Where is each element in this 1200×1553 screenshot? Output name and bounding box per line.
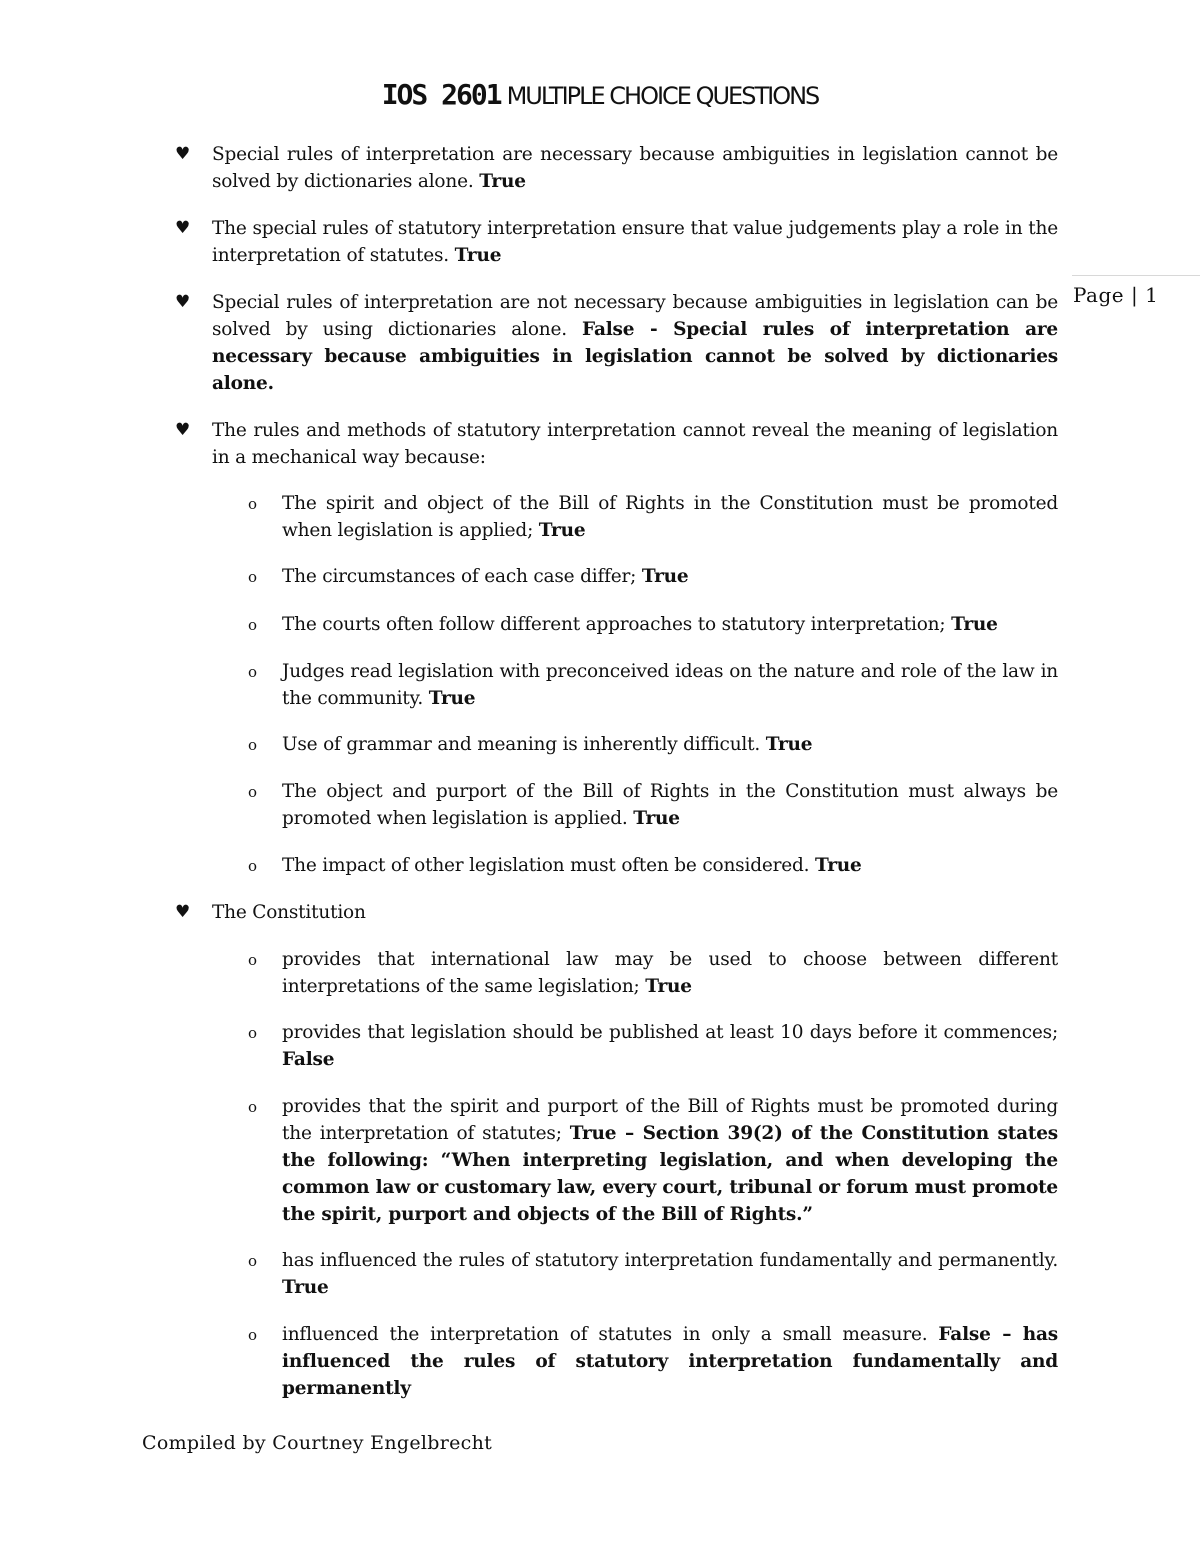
statement: provides that the spirit and purport of the Bill of Rights must be promoted during the interpretation of statutes; <box>282 1096 1058 1144</box>
answer: False <box>282 1049 335 1070</box>
heart-bullet-icon: ♥ <box>175 902 191 922</box>
answer: True <box>645 976 692 997</box>
answer: True – Section 39(2) of the Constitution states the following: “When interpreting legislation, and when developing the common law or customary law, every court, tribunal or forum must promote the spirit, purport and objects of the Bill of Rights.” <box>282 1123 1059 1225</box>
heart-bullet-icon: ♥ <box>175 218 191 238</box>
sub-item <box>175 1247 1058 1301</box>
title-text: MULTIPLE CHOICE QUESTIONS <box>506 82 819 110</box>
footer-credit: Compiled by Courtney Engelbrecht <box>142 1432 493 1454</box>
circle-bullet-icon: o <box>248 495 257 513</box>
course-code: IOS 2601 <box>381 78 501 111</box>
circle-bullet-icon: o <box>248 1098 257 1116</box>
question-item <box>175 289 1058 397</box>
sub-item <box>175 563 1058 590</box>
statement: The circumstances of each case differ; <box>282 566 637 587</box>
statement: The impact of other legislation must often be considered. <box>282 855 810 876</box>
question-item <box>175 141 1058 195</box>
page-number-rule <box>1072 275 1200 276</box>
answer: True <box>428 688 476 709</box>
statement: provides that international law may be used to choose between different interpretations of the same legislation; <box>282 949 1058 997</box>
circle-bullet-icon: o <box>248 857 257 875</box>
circle-bullet-icon: o <box>248 736 257 754</box>
question-list <box>175 141 1058 1402</box>
answer: True <box>814 855 862 876</box>
answer: True <box>765 734 813 755</box>
answer: True <box>538 520 586 541</box>
circle-bullet-icon: o <box>248 568 257 586</box>
statement: The object and purport of the Bill of Rights in the Constitution must always be promoted when legislation is applied. <box>282 781 1058 829</box>
circle-bullet-icon: o <box>248 616 257 634</box>
statement: influenced the interpretation of statutes in only a small measure. <box>282 1324 928 1345</box>
heart-bullet-icon: ♥ <box>175 420 191 440</box>
statement: Special rules of interpretation are not necessary because ambiguities in legislation can be solved by using dictionaries alone. <box>212 292 1058 340</box>
circle-bullet-icon: o <box>248 1326 257 1344</box>
statement: Judges read legislation with preconceived ideas on the nature and role of the law in the community. <box>282 661 1058 709</box>
statement: Use of grammar and meaning is inherently difficult. <box>282 734 761 755</box>
sub-item <box>175 611 1058 638</box>
page-title <box>0 78 1200 111</box>
sub-item <box>175 658 1058 712</box>
sub-item <box>175 731 1058 758</box>
answer: True <box>454 245 502 266</box>
answer: True <box>633 808 680 829</box>
sub-item <box>175 946 1058 1000</box>
answer: True <box>951 614 998 635</box>
statement: The Constitution <box>212 902 366 923</box>
answer: True <box>641 566 689 587</box>
statement: Special rules of interpretation are necessary because ambiguities in legislation cannot be solved by dictionaries alone. <box>212 144 1058 192</box>
answer: False – has influenced the rules of statutory interpretation fundamentally and permanently <box>282 1324 1059 1399</box>
question-item <box>175 417 1058 471</box>
question-item <box>175 899 1058 926</box>
sub-item <box>175 778 1058 832</box>
statement: The spirit and object of the Bill of Rights in the Constitution must be promoted when legislation is applied; <box>282 493 1058 541</box>
sub-item <box>175 490 1058 544</box>
statement: The special rules of statutory interpretation ensure that value judgements play a role in the interpretation of statutes. <box>212 218 1058 266</box>
circle-bullet-icon: o <box>248 951 257 969</box>
sub-item <box>175 1093 1058 1228</box>
circle-bullet-icon: o <box>248 1252 257 1270</box>
circle-bullet-icon: o <box>248 783 257 801</box>
circle-bullet-icon: o <box>248 1024 257 1042</box>
page-number: Page | 1 <box>1073 283 1159 307</box>
answer: True <box>282 1277 329 1298</box>
statement: provides that legislation should be published at least 10 days before it commences; <box>282 1022 1058 1043</box>
heart-bullet-icon: ♥ <box>175 292 191 312</box>
sub-item <box>175 1321 1058 1402</box>
question-item <box>175 215 1058 269</box>
circle-bullet-icon: o <box>248 663 257 681</box>
answer: True <box>479 171 526 192</box>
heart-bullet-icon: ♥ <box>175 144 191 164</box>
statement: The courts often follow different approaches to statutory interpretation; <box>282 614 946 635</box>
answer: False - Special rules of interpretation are necessary because ambiguities in legislation cannot be solved by dictionaries alone. <box>212 319 1058 394</box>
statement: The rules and methods of statutory interpretation cannot reveal the meaning of legislation in a mechanical way because: <box>212 420 1058 468</box>
statement: has influenced the rules of statutory interpretation fundamentally and permanently. <box>282 1250 1058 1271</box>
sub-item <box>175 1019 1058 1073</box>
sub-item <box>175 852 1058 879</box>
